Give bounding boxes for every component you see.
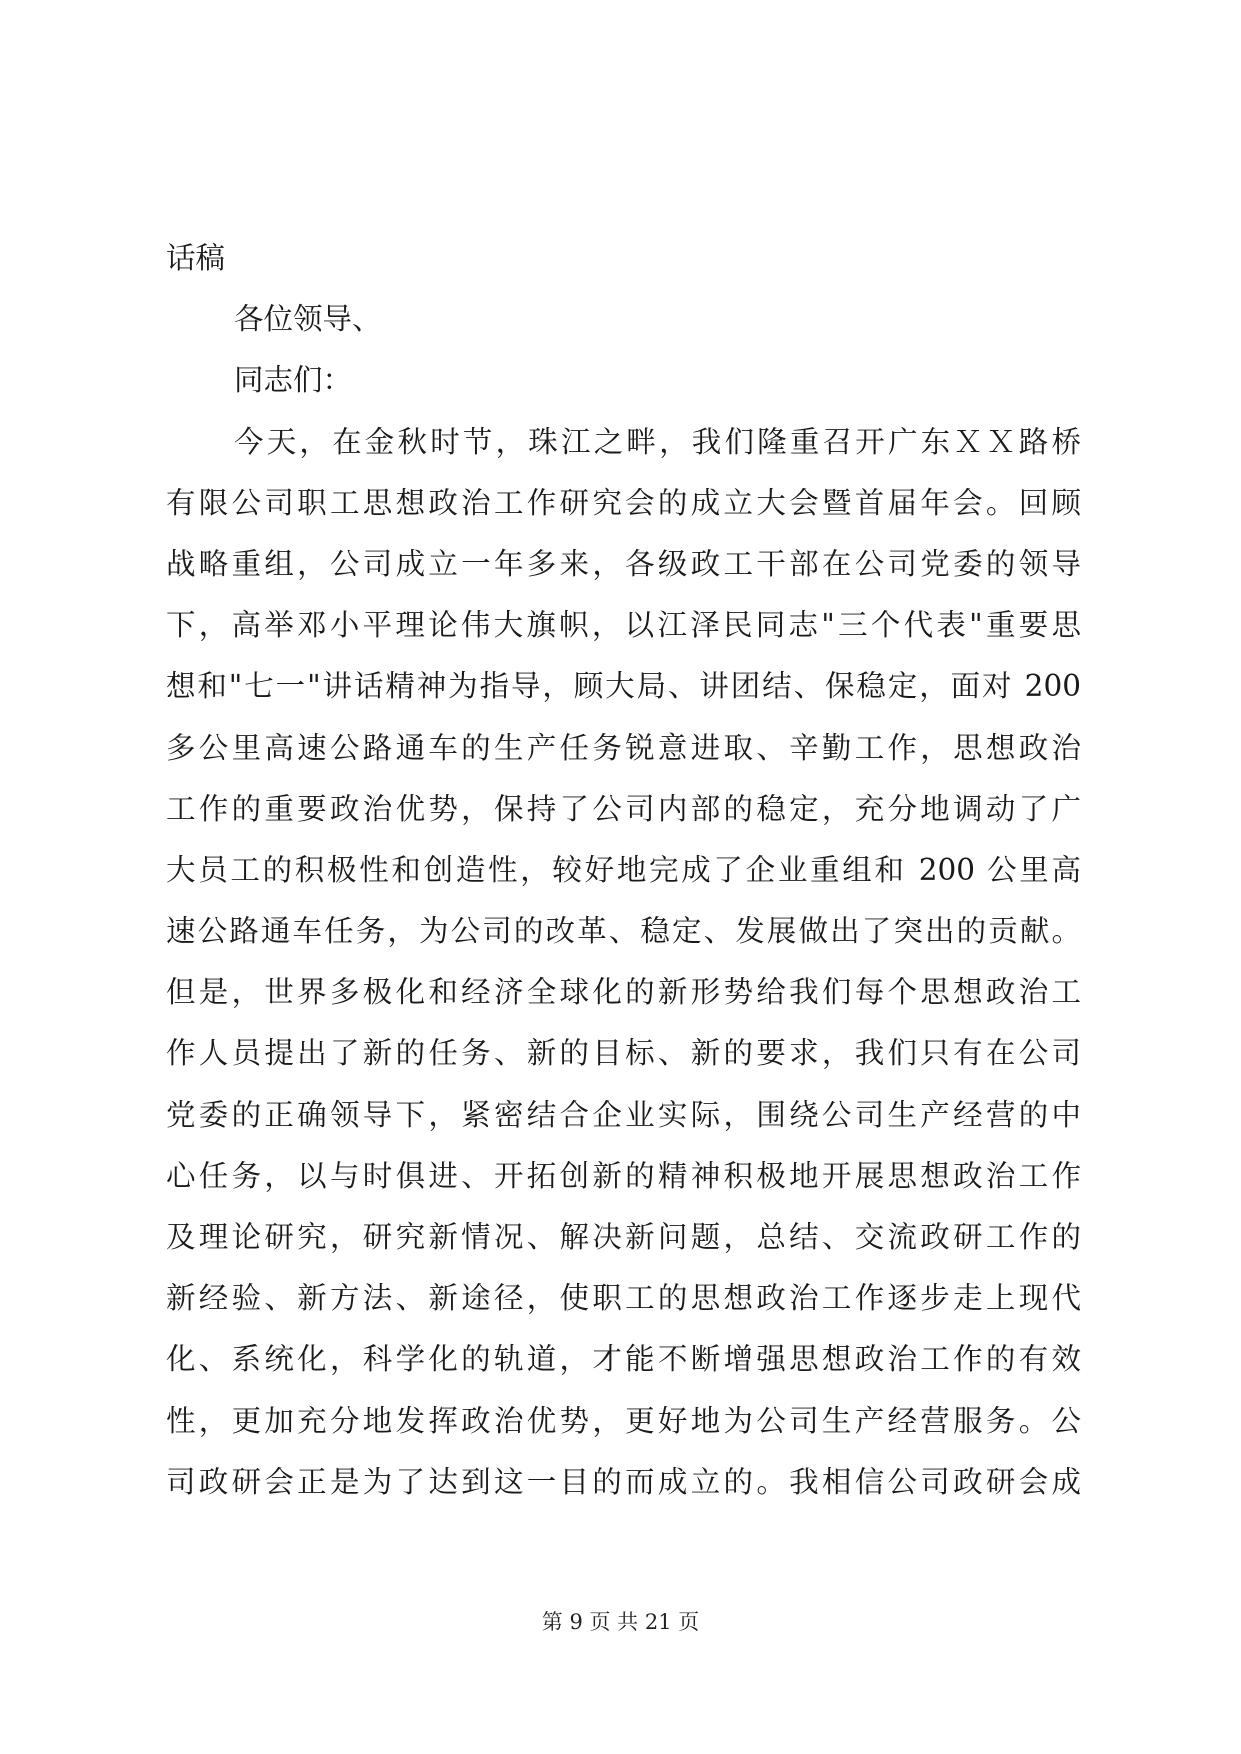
text-line: 速公路通车任务，为公司的改革、稳定、发展做出了突出的贡献。 — [166, 914, 1081, 949]
text-line: 化、系统化，科学化的轨道，才能不断增强思想政治工作的有效 — [166, 1342, 1081, 1377]
text-line: 工作的重要政治优势，保持了公司内部的稳定，充分地调动了广 — [166, 791, 1081, 826]
document-body — [166, 228, 1081, 1513]
text-line: 心任务，以与时俱进、开拓创新的精神积极地开展思想政治工作 — [166, 1158, 1081, 1193]
paragraph-first-line: 今天，在金秋时节，珠江之畔，我们隆重召开广东ＸＸ路桥 — [234, 424, 1081, 459]
text-line: 战略重组，公司成立一年多来，各级政工干部在公司党委的领导 — [166, 546, 1081, 581]
text-line: 性，更加充分地发挥政治优势，更好地为公司生产经营服务。公 — [166, 1403, 1081, 1438]
salutation-line: 各位领导、 — [234, 302, 382, 337]
text-line: 党委的正确领导下，紧密结合企业实际，围绕公司生产经营的中 — [166, 1097, 1081, 1132]
text-line: 话稿 — [166, 241, 226, 275]
page-number-footer: 第 9 页 共 21 页 — [541, 1610, 700, 1634]
text-line: 多公里高速公路通车的生产任务锐意进取、辛勤工作，思想政治 — [166, 730, 1081, 765]
text-line: 作人员提出了新的任务、新的目标、新的要求，我们只有在公司 — [166, 1036, 1081, 1071]
text-line: 大员工的积极性和创造性，较好地完成了企业重组和 200 公里高 — [166, 852, 1081, 887]
salutation-line: 同志们： — [234, 363, 353, 398]
text-line: 及理论研究，研究新情况、解决新问题，总结、交流政研工作的 — [166, 1220, 1081, 1254]
text-line: 新经验、新方法、新途径，使职工的思想政治工作逐步走上现代 — [166, 1281, 1081, 1316]
text-line: 司政研会正是为了达到这一目的而成立的。我相信公司政研会成 — [166, 1464, 1081, 1499]
text-line: 有限公司职工思想政治工作研究会的成立大会暨首届年会。回顾 — [166, 485, 1081, 520]
text-line: 想和"七一"讲话精神为指导，顾大局、讲团结、保稳定，面对 200 — [166, 669, 1081, 704]
text-line: 下，高举邓小平理论伟大旗帜，以江泽民同志"三个代表"重要思 — [166, 608, 1081, 643]
text-line: 但是，世界多极化和经济全球化的新形势给我们每个思想政治工 — [166, 975, 1081, 1010]
